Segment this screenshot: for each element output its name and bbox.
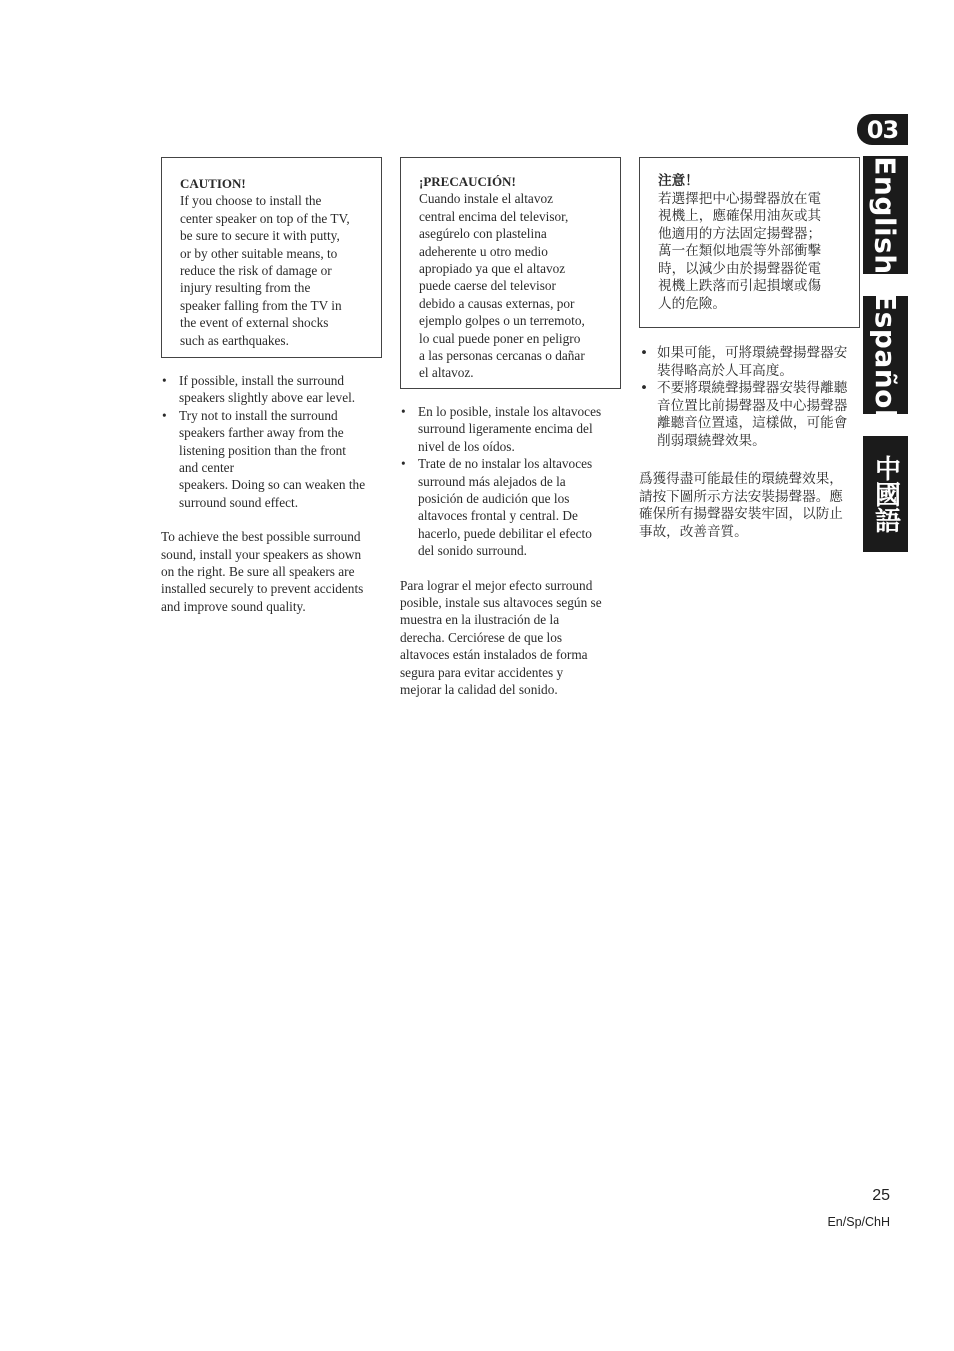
spanish-column bbox=[400, 157, 624, 699]
spanish-caution-body: Cuando instale el altavoz central encima del televisor, asegúrelo con plastelina adeherente u otro medio apropiado ya que el altavoz puede caerse del televisor debido a causas externas, por ejemplo golpes o un terremoto, lo cual puede poner en peligro a las personas cercanas o dañar el altavoz. bbox=[419, 191, 585, 381]
chinese-caution-body: 若選擇把中心揚聲器放在電 視機上，應確保用油灰或其 他適用的方法固定揚聲器； 萬一在類似地震等外部衝擊 時，以減少由於揚聲器從電 視機上跌落而引起損壞或傷 人的危險。 bbox=[658, 190, 822, 312]
chinese-paragraph: 爲獲得盡可能最佳的環繞聲效果， 請按下圖所示方法安裝揚聲器。應 確保所有揚聲器安裝牢固，以防止 事故，改善音質。 bbox=[639, 471, 843, 540]
chinese-column bbox=[639, 157, 861, 541]
chinese-caution-title: 注意！ bbox=[658, 173, 699, 189]
english-caution-title: CAUTION! bbox=[180, 176, 246, 191]
list-item: • 不要將環繞聲揚聲器安裝得離聽 音位置比前揚聲器及中心揚聲器 離聽音位置遠，這樣做，可能會 削弱環繞聲效果。 bbox=[639, 380, 861, 450]
list-item: • If possible, install the surround speakers slightly above ear level. bbox=[161, 372, 385, 407]
english-bullet-list bbox=[161, 372, 385, 511]
spanish-bullet-list bbox=[400, 403, 624, 560]
english-column bbox=[161, 157, 385, 615]
tab-spanish-label: Español bbox=[869, 291, 902, 419]
tab-chinese[interactable] bbox=[863, 436, 908, 552]
list-item: • Trate de no instalar los altavoces surround más alejados de la posición de audición que los altavoces frontal y central. De hacerlo, puede debilitar el efecto del sonido surround. bbox=[400, 455, 624, 559]
spanish-paragraph: Para lograr el mejor efecto surround posible, instale sus altavoces según se muestra en la ilustración de la derecha. Cerciórese de que los altavoces están instalados de forma segura para evitar accidentes y mejorar la calidad del sonido. bbox=[400, 577, 602, 698]
tab-english[interactable] bbox=[863, 156, 908, 274]
english-caution-box bbox=[161, 157, 382, 358]
tab-chinese-label: 中國語 bbox=[870, 455, 901, 533]
list-item: • Try not to install the surround speakers farther away from the listening position than the front and center speakers. Doing so can weaken the surround sound effect. bbox=[161, 407, 385, 511]
spanish-caution-title: ¡PRECAUCIÓN! bbox=[419, 174, 516, 189]
chinese-caution-box bbox=[639, 157, 860, 328]
language-code: En/Sp/ChH bbox=[827, 1215, 890, 1229]
tab-english-label: English bbox=[869, 155, 902, 275]
english-caution-body: If you choose to install the center speaker on top of the TV, be sure to secure it with putty, or by other suitable means, to reduce the risk of damage or injury resulting from the speaker falling from the TV in the event of external shocks such as earthquakes. bbox=[180, 193, 350, 348]
page-number: 25 bbox=[872, 1187, 890, 1204]
english-paragraph: To achieve the best possible surround sound, install your speakers as shown on the right. Be sure all speakers are installed securely to prevent accidents and improve sound quality. bbox=[161, 529, 364, 614]
chapter-number: 03 bbox=[866, 115, 899, 144]
tab-spanish[interactable] bbox=[863, 291, 908, 419]
spanish-caution-box bbox=[400, 157, 621, 389]
list-item: • 如果可能，可將環繞聲揚聲器安 裝得略高於人耳高度。 bbox=[639, 345, 861, 380]
chinese-bullet-list bbox=[639, 345, 861, 450]
chapter-number-badge bbox=[857, 114, 908, 145]
list-item: • En lo posible, instale los altavoces surround ligeramente encima del nivel de los oídos. bbox=[400, 403, 624, 455]
